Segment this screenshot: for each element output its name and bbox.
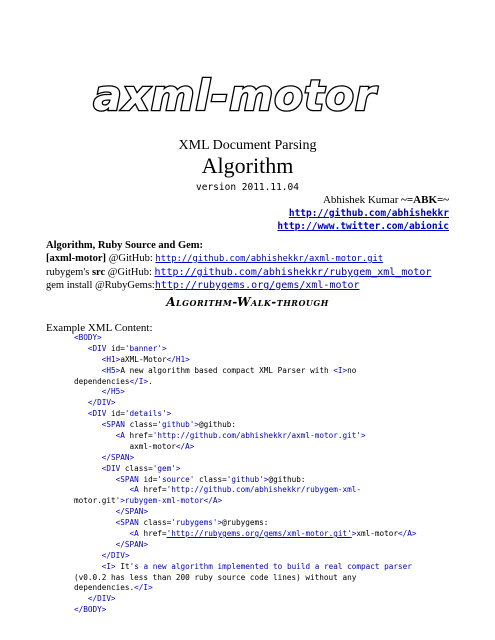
section-heading: Algorithm-Walk-through xyxy=(166,295,329,309)
example-label: Example XML Content: xyxy=(46,322,153,334)
code-line: axml-motor</A> xyxy=(74,441,195,451)
gem-info-block xyxy=(46,239,431,292)
code-line: <DIV id='banner'> xyxy=(87,343,167,353)
code-line: (v0.0.2 has less than 200 ruby source code lines) without any xyxy=(74,572,357,582)
code-line: <SPAN id='source' class='github'>@github: xyxy=(115,474,306,484)
code-line: </SPAN> xyxy=(101,452,135,462)
author-name: Abhishek Kumar xyxy=(322,194,399,206)
code-line: <H5>A new algorithm based compact XML Parser with <I>no xyxy=(101,365,357,375)
gem-heading: Algorithm, Ruby Source and Gem: xyxy=(46,240,204,251)
code-line: dependencies.</I> xyxy=(74,583,153,593)
code-line: </SPAN> xyxy=(115,507,149,517)
doc-title-line2: Algorithm xyxy=(201,153,294,178)
author-name-line xyxy=(277,194,449,207)
axml-motor-logo xyxy=(80,66,390,124)
code-line: <SPAN class='github'>@github: xyxy=(101,420,237,430)
gem-line-3: gem install @RubyGems:http://rubygems.org/gems/xml-motor xyxy=(46,280,360,291)
code-line: dependencies</I>. xyxy=(74,376,153,386)
code-line: <I> It's a new algorithm implemented to build a real compact parser xyxy=(101,561,412,571)
code-line: motor.git'>rubygem-xml-motor</A> xyxy=(74,496,223,506)
code-line: </BODY> xyxy=(74,605,107,615)
author-handle: ~=ABK=~ xyxy=(401,194,449,206)
code-line: </SPAN> xyxy=(115,539,149,549)
code-line: <H1>aXML-Motor</H1> xyxy=(101,354,190,364)
gem-line-1: [axml-motor] @GitHub: http://github.com/abhishekkr/axml-motor.git xyxy=(46,253,384,264)
code-line: </DIV> xyxy=(101,550,130,560)
author-twitter-link[interactable]: http://www.twitter.com/abionic xyxy=(277,221,449,232)
code-line: <SPAN class='rubygems'>@rubygems: xyxy=(115,518,269,528)
logo-text: axml-motor xyxy=(93,71,377,120)
code-line: </DIV> xyxy=(87,398,116,408)
doc-version: version 2011.11.04 xyxy=(196,182,299,193)
doc-title-line1: XML Document Parsing xyxy=(178,138,317,153)
code-line: <DIV id='details'> xyxy=(87,409,172,419)
code-line: <BODY> xyxy=(74,333,102,342)
code-line: </DIV> xyxy=(87,594,116,604)
code-line: <A href='http://github.com/abhishekkr/axml-motor.git'> xyxy=(115,431,366,441)
code-block xyxy=(74,333,454,616)
code-line: <DIV class='gem'> xyxy=(101,463,181,473)
code-line: </H5> xyxy=(101,387,125,397)
gem-line-2: rubygem's src @GitHub: http://github.com/abhishekkr/rubygem_xml_motor xyxy=(46,267,432,278)
author-github-link[interactable]: http://github.com/abhishekkr xyxy=(288,208,449,219)
rubygem-src-link[interactable]: http://github.com/abhishekkr/rubygem_xml_motor xyxy=(154,267,432,278)
author-block xyxy=(277,194,449,233)
code-line: <A href='http://rubygems.org/gems/xml-motor.git'>xml-motor</A> xyxy=(129,529,417,539)
axml-motor-git-link[interactable]: http://github.com/abhishekkr/axml-motor.git xyxy=(155,254,384,264)
code-line: <A href='http://github.com/abhishekkr/rubygem-xml- xyxy=(129,485,361,495)
rubygems-link[interactable]: http://rubygems.org/gems/xml-motor xyxy=(154,280,360,291)
